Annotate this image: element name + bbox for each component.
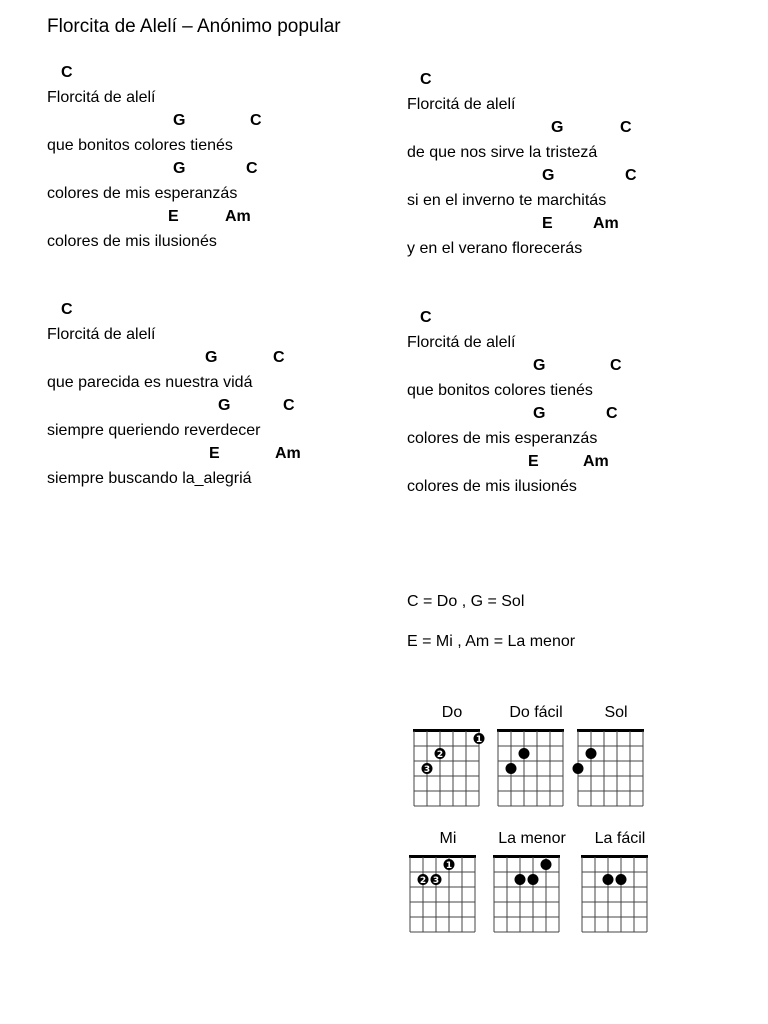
chord-line (407, 213, 757, 237)
lyric-text: colores de mis ilusionés (47, 233, 217, 250)
chord-diagram-name: Mi (439, 830, 457, 847)
chord-line (407, 307, 757, 331)
chord: Am (275, 445, 301, 462)
lyric-text: Florcitá de alelí (407, 334, 516, 351)
lyric-line (407, 189, 757, 213)
lyric-line (407, 475, 757, 499)
chord-line (47, 206, 397, 230)
chord: G (173, 112, 186, 129)
stanza-2 (407, 69, 757, 261)
chord: G (205, 349, 218, 366)
lyric-line (407, 331, 757, 355)
lyric-text: colores de mis esperanzás (47, 185, 238, 202)
chord: C (606, 405, 618, 422)
chord-line (407, 451, 757, 475)
chord-line (47, 110, 397, 134)
lyric-line (47, 419, 397, 443)
finger-dot (506, 763, 517, 774)
nut (409, 855, 476, 858)
chord: G (218, 397, 231, 414)
lyric-text: que bonitos colores tienés (407, 382, 593, 399)
nut (413, 729, 480, 732)
fretboard-grid (496, 728, 565, 809)
stanza-1 (47, 62, 397, 254)
finger-number: 2 (436, 750, 444, 760)
chord-diagram-name: Do fácil (509, 704, 563, 721)
fretboard-grid (408, 854, 477, 935)
lyric-text: Florcitá de alelí (47, 326, 156, 343)
finger-dot (528, 874, 539, 885)
stanza-3 (47, 299, 397, 491)
chord: G (173, 160, 186, 177)
chord: E (209, 445, 220, 462)
chord: C (625, 167, 637, 184)
chord: G (551, 119, 564, 136)
lyric-text: colores de mis esperanzás (407, 430, 598, 447)
lyric-text: siempre buscando la_alegriá (47, 470, 252, 487)
chord: C (420, 309, 432, 326)
lyric-text: colores de mis ilusionés (407, 478, 577, 495)
chord-line (47, 443, 397, 467)
chord: C (420, 71, 432, 88)
finger-dot (519, 748, 530, 759)
chord: Am (593, 215, 619, 232)
chord: Am (225, 208, 251, 225)
finger-dot (616, 874, 627, 885)
chord-line (47, 158, 397, 182)
finger-number: 3 (423, 765, 431, 775)
lyric-line (47, 323, 397, 347)
lyric-text: y en el verano florecerás (407, 240, 583, 257)
lyric-line (47, 467, 397, 491)
chord-line (407, 69, 757, 93)
nut (497, 729, 564, 732)
finger-dot (573, 763, 584, 774)
chord: G (533, 357, 546, 374)
chord: C (61, 64, 73, 81)
chord: C (246, 160, 258, 177)
finger-number: 2 (419, 876, 427, 886)
lyric-text: Florcitá de alelí (47, 89, 156, 106)
lyric-line (47, 182, 397, 206)
chord: G (533, 405, 546, 422)
nut (493, 855, 560, 858)
chord: C (610, 357, 622, 374)
finger-number: 1 (475, 735, 483, 745)
finger-dot (586, 748, 597, 759)
finger-dot (515, 874, 526, 885)
chord-line (407, 403, 757, 427)
chord-legend-line-2: E = Mi , Am = La menor (407, 633, 576, 650)
fretboard-grid (492, 854, 561, 935)
lyric-line (47, 371, 397, 395)
chord: E (528, 453, 539, 470)
chord: G (542, 167, 555, 184)
chord: C (61, 301, 73, 318)
chord-diagram-name: La menor (498, 830, 566, 847)
lyric-text: Florcitá de alelí (407, 96, 516, 113)
chord: E (168, 208, 179, 225)
chord-diagram-name: La fácil (594, 830, 646, 847)
chord: C (283, 397, 295, 414)
lyric-text: que parecida es nuestra vidá (47, 374, 253, 391)
chord: E (542, 215, 553, 232)
lyric-text: que bonitos colores tienés (47, 137, 233, 154)
song-title: Florcita de Alelí – Anónimo popular (47, 16, 341, 37)
lyric-line (47, 134, 397, 158)
chord-line (47, 395, 397, 419)
chord-diagram-name: Do (441, 704, 463, 721)
lyric-text: siempre queriendo reverdecer (47, 422, 261, 439)
chord: C (273, 349, 285, 366)
chord-line (47, 62, 397, 86)
chord-line (407, 355, 757, 379)
fretboard-grid (580, 854, 649, 935)
nut (581, 855, 648, 858)
finger-number: 1 (445, 861, 453, 871)
lyric-line (407, 237, 757, 261)
finger-dot (603, 874, 614, 885)
lyric-line (407, 141, 757, 165)
finger-number: 3 (432, 876, 440, 886)
nut (577, 729, 644, 732)
chord-line (47, 299, 397, 323)
fretboard-grid (412, 728, 481, 809)
finger-dot (541, 859, 552, 870)
fretboard-grid (576, 728, 645, 809)
chord: Am (583, 453, 609, 470)
lyric-text: de que nos sirve la tristezá (407, 144, 598, 161)
chord-line (47, 347, 397, 371)
chord: C (250, 112, 262, 129)
chord-diagram-name: Sol (604, 704, 628, 721)
lyric-line (47, 230, 397, 254)
lyric-line (407, 379, 757, 403)
stanza-4 (407, 307, 757, 499)
lyric-line (407, 93, 757, 117)
chord-line (407, 165, 757, 189)
chord-legend-line-1: C = Do , G = Sol (407, 593, 525, 610)
chord: C (620, 119, 632, 136)
lyric-line (47, 86, 397, 110)
lyric-line (407, 427, 757, 451)
chord-line (407, 117, 757, 141)
lyric-text: si en el inverno te marchitás (407, 192, 607, 209)
